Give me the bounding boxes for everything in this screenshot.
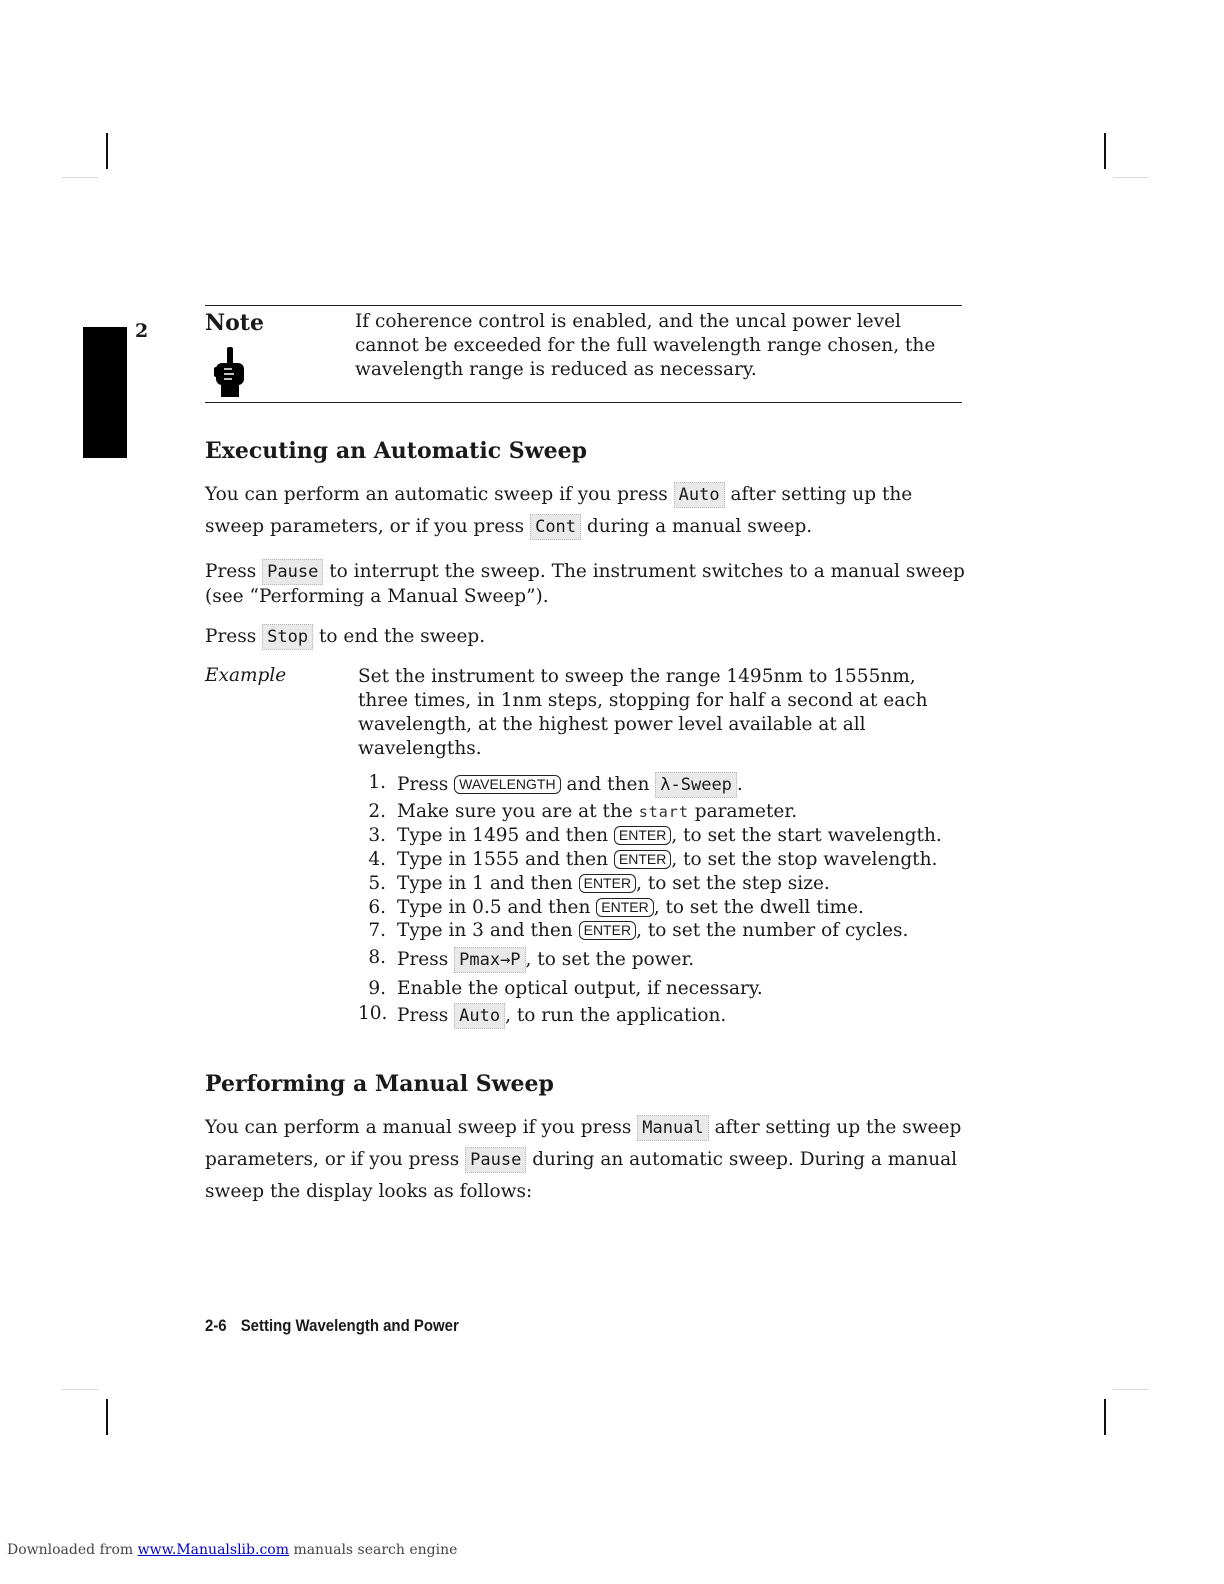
- crop-mark: [62, 177, 98, 178]
- step-number: 9.: [368, 978, 386, 999]
- list-item: [358, 849, 978, 873]
- enter-key: ENTER: [579, 921, 636, 940]
- text: Type in 1 and then: [397, 873, 573, 894]
- start-parameter: start: [638, 803, 689, 821]
- text: during an automatic sweep. During a manual sweep the display looks as follows:: [205, 1149, 958, 1202]
- example-text: Set the instrument to sweep the range 1495nm to 1555nm, three times, in 1nm steps, stopping for half a second at each wavelength, at the highest power level available at all wavelengths.: [358, 666, 928, 759]
- paragraph-manual-sweep: [205, 1112, 965, 1208]
- text: Downloaded from: [7, 1542, 134, 1558]
- text: Type in 1495 and then: [397, 825, 609, 846]
- manualslib-link[interactable]: www.Manualslib.com: [137, 1542, 289, 1558]
- crop-mark: [106, 1399, 108, 1435]
- step-number: 3.: [368, 825, 386, 846]
- step-number: 10.: [358, 1003, 388, 1024]
- stop-softkey: Stop: [262, 624, 313, 650]
- text: , to set the power.: [525, 949, 695, 970]
- text: You can perform an automatic sweep if you press: [205, 484, 668, 505]
- list-item: [358, 873, 978, 897]
- step-number: 5.: [368, 873, 386, 894]
- text: after setting up the sweep parameters, or if you press: [205, 1117, 962, 1170]
- note-bottom-rule: [205, 402, 962, 403]
- note-label: Note: [205, 310, 264, 336]
- footer-title: Setting Wavelength and Power: [240, 1316, 459, 1335]
- text: Press: [205, 626, 257, 647]
- paragraph-automatic-sweep: [205, 479, 965, 543]
- section-heading-automatic-sweep: Executing an Automatic Sweep: [205, 438, 587, 464]
- text: manuals search engine: [293, 1542, 458, 1558]
- text: during a manual sweep.: [586, 516, 813, 537]
- page-number: 2-6: [205, 1316, 227, 1335]
- list-item: [358, 825, 978, 849]
- crop-mark: [1104, 133, 1106, 169]
- note-text: If coherence control is enabled, and the uncal power level cannot be exceeded for the full wavelength range chosen, the wavelength range is reduced as necessary.: [355, 311, 936, 380]
- download-notice: [7, 1542, 457, 1558]
- note-top-rule: [205, 305, 962, 306]
- text: parameter.: [694, 801, 798, 822]
- pause-softkey: Pause: [465, 1147, 526, 1173]
- text: to interrupt the sweep. The instrument switches to a manual sweep (see “Performing a Manual Sweep”).: [205, 561, 965, 607]
- text: after setting up the sweep parameters, or if you press: [205, 484, 913, 537]
- crop-mark: [106, 133, 108, 169]
- step-number: 2.: [368, 801, 386, 822]
- enter-key: ENTER: [614, 850, 671, 869]
- text: and then: [566, 774, 650, 795]
- crop-mark: [1104, 1399, 1106, 1435]
- page-footer: [205, 1316, 459, 1336]
- text: to end the sweep.: [318, 626, 486, 647]
- step-number: 8.: [368, 947, 386, 968]
- list-item: [358, 801, 978, 825]
- pointing-hand-icon: [212, 345, 248, 399]
- text: Type in 0.5 and then: [397, 897, 591, 918]
- paragraph-pause: [205, 559, 965, 609]
- list-item: [358, 947, 978, 978]
- chapter-number: 2: [135, 320, 149, 342]
- crop-mark: [1113, 177, 1149, 178]
- text: Enable the optical output, if necessary.: [397, 978, 763, 999]
- list-item: [358, 978, 978, 1003]
- text: Type in 1555 and then: [397, 849, 609, 870]
- text: Press: [205, 561, 257, 582]
- text: , to run the application.: [505, 1005, 727, 1026]
- steps-list: [358, 772, 978, 1031]
- paragraph-stop: [205, 624, 965, 650]
- text: , to set the number of cycles.: [636, 920, 909, 941]
- text: Press: [397, 949, 449, 970]
- lambda-sweep-softkey: λ-Sweep: [655, 772, 737, 798]
- list-item: [358, 1003, 978, 1031]
- enter-key: ENTER: [579, 874, 636, 893]
- auto-softkey: Auto: [674, 482, 725, 508]
- text: You can perform a manual sweep if you press: [205, 1117, 632, 1138]
- wavelength-key: WAVELENGTH: [454, 775, 560, 794]
- text: , to set the stop wavelength.: [671, 849, 938, 870]
- text: Press: [397, 774, 449, 795]
- crop-mark: [1113, 1389, 1149, 1390]
- step-number: 1.: [368, 772, 386, 793]
- step-number: 6.: [368, 897, 386, 918]
- auto-softkey: Auto: [454, 1003, 505, 1029]
- crop-mark: [62, 1389, 98, 1390]
- step-number: 7.: [368, 920, 386, 941]
- text: , to set the start wavelength.: [671, 825, 942, 846]
- step-number: 4.: [368, 849, 386, 870]
- text: Type in 3 and then: [397, 920, 573, 941]
- list-item: [358, 772, 978, 801]
- manual-softkey: Manual: [637, 1115, 708, 1141]
- section-heading-manual-sweep: Performing a Manual Sweep: [205, 1071, 554, 1097]
- text: , to set the step size.: [636, 873, 830, 894]
- enter-key: ENTER: [596, 898, 653, 917]
- cont-softkey: Cont: [530, 514, 581, 540]
- list-item: [358, 920, 978, 947]
- example-label: Example: [205, 665, 287, 686]
- text: Make sure you are at the: [397, 801, 633, 822]
- chapter-tab: [83, 327, 127, 458]
- pmax-p-softkey: Pmax→P: [454, 947, 525, 973]
- list-item: [358, 897, 978, 920]
- pause-softkey: Pause: [262, 559, 323, 585]
- text: Press: [397, 1005, 449, 1026]
- text: .: [736, 774, 743, 795]
- text: , to set the dwell time.: [653, 897, 864, 918]
- enter-key: ENTER: [614, 826, 671, 845]
